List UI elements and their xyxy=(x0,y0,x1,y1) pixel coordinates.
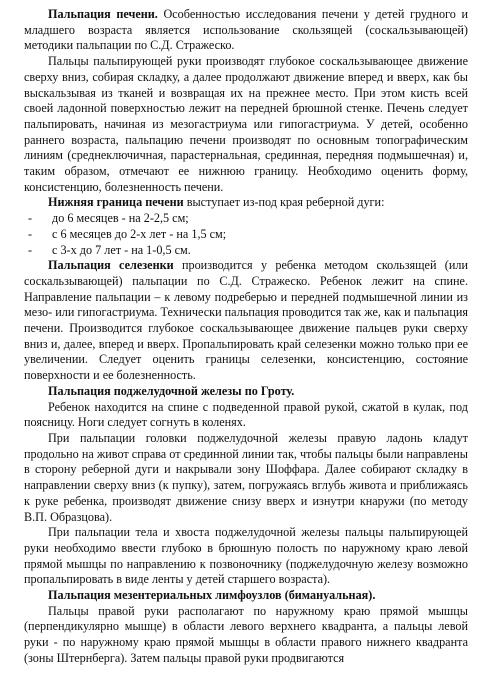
list-dash-marker: - xyxy=(28,226,33,241)
pancreas-head-paragraph: При пальпации головки поджелудочной железы правую ладонь кладут продольно на живот справа от срединной линии так, чтобы пальцы были направлены в сторону реберной дуги и накрывали зону Шоффара. Далее собирают складку в направлении сверху вниз (к пупку), затем, погружаясь вглубь живота и приближаясь к руке ребенка, производят движение снизу вверх и изнутри кнаружи (по методу В.П. Образцова). xyxy=(24,430,468,524)
liver-palpation-heading: Пальпация печени. xyxy=(48,7,158,21)
list-item xyxy=(24,243,468,259)
spleen-palpation-heading: Пальпация селезенки xyxy=(48,258,174,273)
lower-border-list xyxy=(24,211,468,258)
pancreas-heading: Пальпация поджелудочной железы по Гроту. xyxy=(48,383,295,398)
lower-border-text: выступает из-под края реберной дуги: xyxy=(183,195,385,210)
lower-border-paragraph xyxy=(24,195,468,211)
lymph-nodes-heading: Пальпация мезентериальных лимфоузлов (бимануальная). xyxy=(48,588,376,603)
liver-technique-paragraph: Пальцы пальпирующей руки производят глубокое соскальзывающее движение сверху вниз, собирая складку, а далее продолжают движение вперед и вверх, как бы выскальзывая из тканей и возвращая их на прежнее место. При этом кисть всей своей ладонной поверхностью лежит на передней брюшной стенке. Печень следует пальпировать, начиная из мезогастриума или гипогастриума. У детей, особенно раннего возраста, пальпацию печени производят по основным топографическим линиям (среднеключичная, парастернальная, срединная, передняя подмышечная) и, таким образом, отмечают ее нижнюю границу. Необходимо оценить форму, консистенцию, болезненность печени. xyxy=(24,54,468,194)
lymph-nodes-paragraph: Пальцы правой руки располагают по наружному краю прямой мышцы (перпендикулярно мышце) в области левого верхнего квадранта, а пальцы левой руки - по наружному краю прямой мышцы в области правого нижнего квадранта (зоны Штернберга). Затем пальцы правой руки продвигаются xyxy=(24,603,468,665)
pancreas-body-tail-paragraph: При пальпации тела и хвоста поджелудочной железы пальцы пальпирующей руки необходимо ввести глубоко в брюшную полость по наружному краю левой прямой мышцы по направлению к позвоночнику (поджелудочную железу возможно пропальпировать в виде ленты у детей старшего возраста). xyxy=(24,525,468,587)
list-item-text: с 3-х до 7 лет - на 1-0,5 см. xyxy=(52,242,191,257)
spleen-paragraph xyxy=(24,258,468,384)
list-dash-marker: - xyxy=(28,242,33,257)
liver-intro-paragraph xyxy=(24,7,468,54)
list-item-text: с 6 месяцев до 2-х лет - на 1,5 см; xyxy=(52,226,227,241)
list-item xyxy=(24,211,468,227)
list-dash-marker: - xyxy=(28,211,33,226)
pancreas-position-paragraph: Ребенок находится на спине с подведенной правой рукой, сжатой в кулак, под поясницу. Ноги следует согнуть в коленях. xyxy=(24,399,468,430)
list-item xyxy=(24,227,468,243)
liver-intro-text: Особенностью исследования печени у детей грудного и младшего возраста является использование скользящей (соскальзывающей) методики пальпации по С.Д. Стражеско. xyxy=(24,7,468,53)
list-item-text: до 6 месяцев - на 2-2,5 см; xyxy=(52,211,189,226)
spleen-text: производится у ребенка методом скользящей (или соскальзывающей) пальпации по С.Д. Стражеско. Ребенок лежит на спине. Направление пальпации – к левому подреберью и передней подмышечной линии из мезо- или гипогастриума. Технически пальпация проводится так же, как и пальпация печени. Производится глубокое соскальзывающее движение пальцев руки сверху вниз и, далее, вперед и вверх. Пропальпировать край селезенки можно только при ее увеличении. Следует оценить границы селезенки, консистенцию, состояние поверхности и ее болезненность. xyxy=(24,258,468,383)
lower-border-heading: Нижняя граница печени xyxy=(48,195,184,210)
